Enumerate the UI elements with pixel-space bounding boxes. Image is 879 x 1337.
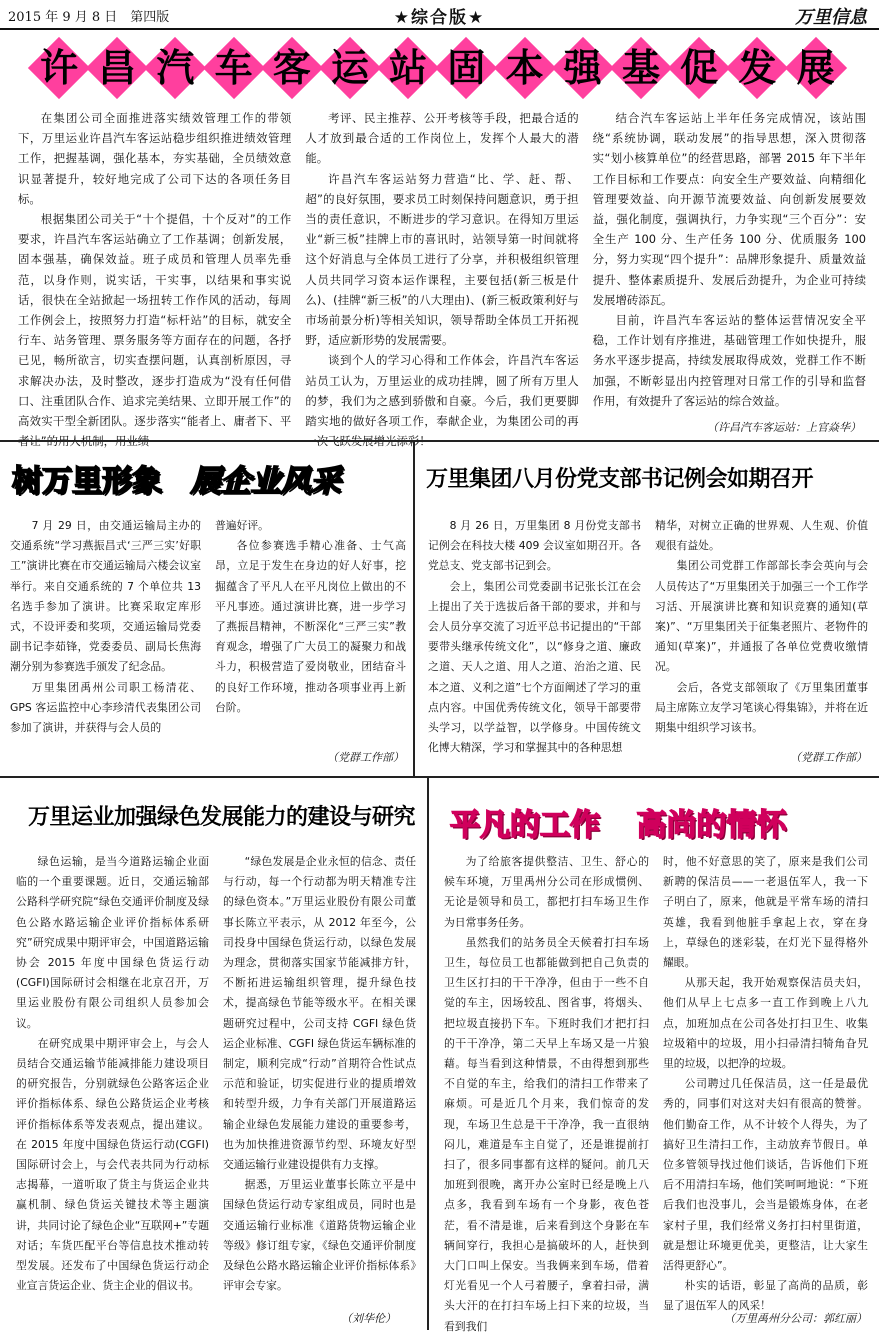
- article1-column-1: [18, 108, 292, 429]
- headline-char-text: 汽: [156, 46, 195, 90]
- article5-title: [450, 800, 786, 844]
- issue-date: 2015 年 9 月 8 日 第四版: [8, 10, 170, 25]
- paragraph: 会上，集团公司党委副书记张长江在会上提出了关于选拔后备干部的要求，并和与会人员分享交流了习近平总书记提出的“干部要带头继承传统文化”，以“修身之道、廉政之道、天人之道、用人之道、治治之道、民本之道、义利之道”七个方面阐述了学习的重点内容。中国优秀传统文化，领导干部要带头学习，以学益智，以学修身。中国传统文化博大精深，学习和掌握其中的各种思想: [428, 579, 641, 755]
- headline-banner: [0, 33, 879, 107]
- paragraph: 朴实的话语，彰显了高尚的品质，彰显了退伍军人的风采！: [663, 1279, 868, 1313]
- paragraph: 各位参赛选手精心准备、士气高昂，立足于发生在身边的好人好事，挖掘蕴含了平凡人在平凡岗位上做出的不平凡事迹。通过演讲比赛，进一步学习了燕振昌精神，不断深化“三严三实”教育观念，增强了广大员工的凝聚力和战斗力，积极营造了爱岗敬业，团结奋斗的良好工作环境，推动各项事业再上新台阶。: [215, 539, 406, 714]
- article2-signature: （党群工作部）: [327, 751, 404, 764]
- paragraph: 万里集团禹州公司职工杨清花、GPS 客运监控中心李珍清代表集团公司参加了演讲，并获得与会人员的: [10, 680, 201, 735]
- article1-column-3: [593, 108, 866, 420]
- headline-char-text: 昌: [98, 46, 137, 90]
- paragraph: 精华，对树立正确的世界观、人生观、价值观很有益处。: [655, 519, 868, 553]
- headline-char-text: 发: [738, 46, 777, 90]
- headline-char-text: 运: [330, 46, 369, 90]
- headline-char: [381, 41, 435, 95]
- article4-signature: （刘华伦）: [341, 1312, 396, 1325]
- paragraph: 在集团公司全面推进落实绩效管理工作的带领下，万里运业许昌汽车客运站稳步组织推进绩效管理工作，把握基调，强化基本，夯实基础，全员绩效意识显著提升，较好地完成了公司下达的各项任务目标。: [18, 111, 292, 206]
- article5-column-2: [663, 852, 868, 1322]
- divider: [0, 440, 879, 442]
- paragraph: 7 月 29 日，由交通运输局主办的交通系统“学习燕振昌式‘三严三实’好职工”演讲比赛在市交通运输局六楼会议室举行。来自交通系统的 7 个单位共 13 名选手参加了演讲。比赛采取定库形式，不设评委和奖项，交通运输局党委副书记李茹锋，党委委员、副局长焦海潮分别为参赛选手颁发了纪念品。: [10, 519, 201, 674]
- headline-char: [556, 41, 610, 95]
- headline-char: [148, 41, 202, 95]
- headline-char: [323, 41, 377, 95]
- paragraph: 在研究成果中期评审会上，与会人员结合交通运输节能减排能力建设项目的研究报告，分别就绿色公路客运企业评价指标体系、绿色公路货运企业考核评价指标体系等发表观点，提出建议。在 2015 年度中国绿色货运行动(CGFI)国际研讨会上，与会代表共同为行动标志揭幕，一道听取了货主与货运企业共赢机制、绿色货运关键技术等主题演讲，共同讨论了绿色企业“互联网+”专题对话；车货匹配平台等信息技术推动转型发展。还发布了中国绿色货运行动企业宣言货运企业、货主企业的倡议书。: [16, 1036, 209, 1293]
- paragraph: 时，他不好意思的笑了，原来是我们公司新聘的保洁员——一老退伍军人，我一下子明白了，原来，他就是平常车场的清扫英雄，我看到他脏手拿起上衣，穿在身上，草绿色的迷彩装，在灯光下显得格外耀眼。: [663, 855, 868, 970]
- newspaper-brand: 万里信息: [795, 7, 867, 28]
- article3-column-2: [655, 516, 868, 766]
- paragraph: 普遍好评。: [215, 519, 269, 532]
- masthead: [0, 0, 879, 30]
- divider: [0, 776, 879, 778]
- paragraph: “绿色发展是企业永恒的信念、责任与行动，每一个行动都为明天精准专注的绿色资本。”万里运业股份有限公司董事长陈立平表示，从 2012 年至今，公司投身中国绿色货运行动，以绿色发展为理念，贯彻落实国家节能减排方针，不断拓进运输组织管理，提升绿色技术，提高绿色节能等级水平。在相关课题研究过程中，公司支持 CGFI 绿色货运企业标准、CGFI 绿色货运车辆标准的制定，顺利完成“行动”首期符合性试点示范和验证，切实促进行业的提质增效和转型升级，力争有关部门开展道路运输企业绿色发展能力建设的重要参考，也为加快推进资源节约型、环境友好型交通运输行业建设提供有力支撑。: [223, 855, 416, 1172]
- paragraph: 据悉，万里运业董事长陈立平是中国绿色货运行动专家组成员，同时也是交通运输行业标准《道路货物运输企业等级》修订组专家，《绿色交通评价制度及绿色公路水路运输企业评价指标体系》评审会专家。: [223, 1178, 416, 1293]
- article2-title: [12, 456, 340, 500]
- headline-char-text: 固: [447, 46, 486, 90]
- paragraph: 结合汽车客运站上半年任务完成情况，该站围绕“系统协调，联动发展”的指导思想，深入贯彻落实“划小核算单位”的经营思路，部署 2015 年下半年工作目标和工作要点：向安全生产要效益、向精细化管理要效益、向开源节流要效益、向创新发展要效益，强化制度，强调执行，力争实现“三个百分”：安全生产 100 分、生产任务 100 分、优质服务 100 分，努力实现“四个提升”：品牌形象提升、质量效益提升、整体素质提升、发展后劲提升，为企业可持续发展增砖添瓦。: [592, 111, 866, 307]
- paragraph: 谈到个人的学习心得和工作体会，许昌汽车客运站员工认为，万里运业的成功挂牌，圆了所有万里人的梦，我们为之感到骄傲和自豪。今后，我们更要脚踏实地的做好各项工作，奉献企业，为集团公司的再: [305, 353, 579, 429]
- headline-char: [265, 41, 319, 95]
- paragraph: 会后，各党支部领取了《万里集团董事局主席陈立友学习笔谈心得集锦》，并将在近期集中组织学习该书。: [655, 680, 868, 735]
- paragraph: 许昌汽车客运站努力营造“比、学、赶、帮、超”的良好氛围，要求员工时刻保持问题意识，勇于担当的责任意识，不断进步的学习意识。在得知万里运业“新三板”挂牌上市的喜讯时，站领导第一时间就将这个好消息与全体员工进行了分享，并积极组织管理人员共同学习资本运作课程，主要包括(新三板是什么)、(挂牌“新三板”的八大理由)、(新三板政策利好与市场前景分析)等相关知识，领导帮助全体员工开拓视野，适应新形势的发展需要。: [305, 171, 579, 348]
- article2-column-2: [215, 516, 406, 766]
- headline-char-text: 站: [389, 46, 428, 90]
- article2-title-b: 展企业风采: [190, 464, 341, 499]
- article4-column-1: [16, 852, 209, 1322]
- headline-char-text: 促: [680, 46, 719, 90]
- article3-column-1: [428, 516, 641, 766]
- headline-char: [498, 41, 552, 95]
- article5-column-1: [444, 852, 649, 1333]
- article1-column-2: [305, 108, 579, 429]
- article4-title: 万里运业加强绿色发展能力的建设与研究: [28, 805, 416, 830]
- article2-title-a: 树万里形象: [12, 464, 162, 499]
- headline-char: [439, 41, 493, 95]
- headline-char-text: 许: [39, 46, 78, 90]
- headline-char-text: 本: [505, 46, 544, 90]
- paragraph: 考评、民主推荐、公开考核等手段，把最合适的人才放到最合适的工作岗位上，发挥个人最大的潜能。: [305, 111, 579, 166]
- headline-char: [730, 41, 784, 95]
- paragraph: 虽然我们的站务员全天候着打扫车场卫生，每位员工也都能做到把自己负责的卫生区打扫的干干净净，但由于一些不自觉的车主，因场较乱、图省事，将烟头、把垃圾直接扔下车。下班时我们才把打扫的干干净净，第二天早上车场又是一片狼藉。每当看到这种情景，不由得想到那些不自觉的车主，给我们的清扫工作带来了麻烦。可是近几个月来，我们惊奇的发现，车场卫生总是干干净净，我一直很纳闷儿，难道是车主自觉了，还是谁提前打扫了，很多同事都有这样的疑问。前几天加班到很晚，离开办公室时已经是晚上八点多，我看到车场有一个身影，夜色苍茫，看不清是谁，后来看到这个身影在车辆间穿行，我担心是搞破坏的人，赶快到大门口叫上保安。当我俩来到车场，借着灯光看见一个人弓着腰子，拿着扫帚，满头大汗的在打扫车场上扫下来的垃圾，当看到我们: [444, 935, 649, 1333]
- headline-char-text: 展: [796, 46, 835, 90]
- headline-char: [90, 41, 144, 95]
- article4-column-2: [223, 852, 416, 1322]
- headline-char: [789, 41, 843, 95]
- article-speech-contest: [0, 444, 412, 774]
- article5-title-a: 平凡的工作: [450, 808, 600, 843]
- paragraph: 根据集团公司关于“十个提倡，十个反对”的工作要求，许昌汽车客运站确立了工作基调；创新发展，固本强基，确保效益。班子成员和管理人员率先垂范，以身作则，说实话，干实事，以结果和事实说话，很快在全站掀起一场扭转工作作风的活动，每周工作例会上，按照努力打造“标杆站”的目标，就安全行车、站务管理、票务服务等方面存在的问题，各抒已见，畅所欲言，切实查摆问题，认真剖析原因，寻求解决办法，及时整改，逐步打造成为“没有任何借口、注重团队合作、追求完美结果、立即开展工作”的高效实干型全新团队。逐步落实“能者上、庸者下、平: [18, 212, 292, 429]
- edition-label: ★综合版★: [393, 8, 486, 28]
- paragraph: 从那天起，我开始观察保洁员夫妇，他们从早上七点多一直工作到晚上八九点，加班加点在公司各处打扫卫生、收集垃圾箱中的垃圾，用小扫帚清扫犄角旮旯里的垃圾，以把净的垃圾。: [663, 976, 868, 1071]
- article2-column-1: [10, 516, 201, 766]
- paragraph: 8 月 26 日，万里集团 8 月份党支部书记例会在科技大楼 409 会议室如期召开。各党总支、党支部书记到会。: [428, 519, 641, 573]
- article1-signature: （许昌汽车客运站：上官焱华）: [707, 421, 861, 434]
- article-party-meeting: [416, 444, 879, 774]
- divider: [413, 442, 415, 776]
- headline-char-text: 车: [214, 46, 253, 90]
- headline-char: [672, 41, 726, 95]
- divider: [427, 778, 429, 1330]
- article-xuchang-station: [0, 108, 879, 438]
- paragraph: 为了给旅客提供整洁、卫生、舒心的候车环境，万里禹州分公司在形成惯例、无论是领导和员工，都把打扫车场卫生作为日常事务任务。: [444, 855, 649, 929]
- paragraph: 目前，许昌汽车客运站的整体运营情况安全平稳，工作计划有序推进，基础管理工作如快提升，服务水平逐步提高，持续发展取得成效，党群工作不断加强，不断彰显出内控管理对日常工作的引导和监督作用，有效提升了客运站的综合效益。: [592, 313, 866, 408]
- article-ordinary-work: [430, 780, 879, 1333]
- headline-char: [32, 41, 86, 95]
- paragraph: 集团公司党群工作部部长李会英向与会人员传达了“万里集团关于加强三一个工作学习活、开展演讲比赛和知识竞赛的通知(草案)”、“万里集团关于征集老照片、老物件的通知(草案)”，并通报了各单位党费收缴情况。: [655, 559, 868, 674]
- headline-char: [614, 41, 668, 95]
- article3-signature: （党群工作部）: [790, 751, 867, 764]
- headline-char-text: 基: [621, 46, 660, 90]
- article5-signature: （万里禹州分公司：郭红丽）: [724, 1312, 867, 1325]
- headline-char: [207, 41, 261, 95]
- article3-title: 万里集团八月份党支部书记例会如期召开: [426, 467, 814, 492]
- article-green-development: [0, 780, 426, 1330]
- paragraph: 公司聘过几任保洁员，这一任是最优秀的，同事们对这对夫妇有很高的赞誉。他们勤奋工作，从不计较个人得失，为了搞好卫生清扫工作，主动放弃节假日。单位多管领导找过他们谈话，告诉他们下班后不用清扫车场，他们笑呵呵地说：“下班后我们也没事儿，会当是锻炼身体，在老家村子里，我们经常义务打扫村里街道，就是想让环境更优美，更整洁，让大家生活得更舒心”。: [663, 1077, 868, 1273]
- headline-char-text: 强: [563, 46, 602, 90]
- headline-char-text: 客: [272, 46, 311, 90]
- paragraph: 绿色运输，是当今道路运输企业面临的一个重要课题。近日，交通运输部公路科学研究院“绿色交通评价制度及绿色公路水路运输企业评价指标体系研究”研究成果中期评审会，中国道路运输协会 2015 年度中国绿色货运行动(CGFI)国际研讨会相继在北京召开，万里运业股份有限公司组织人员参加会议。: [16, 855, 209, 1030]
- article5-title-b: 高尚的情怀: [636, 808, 787, 843]
